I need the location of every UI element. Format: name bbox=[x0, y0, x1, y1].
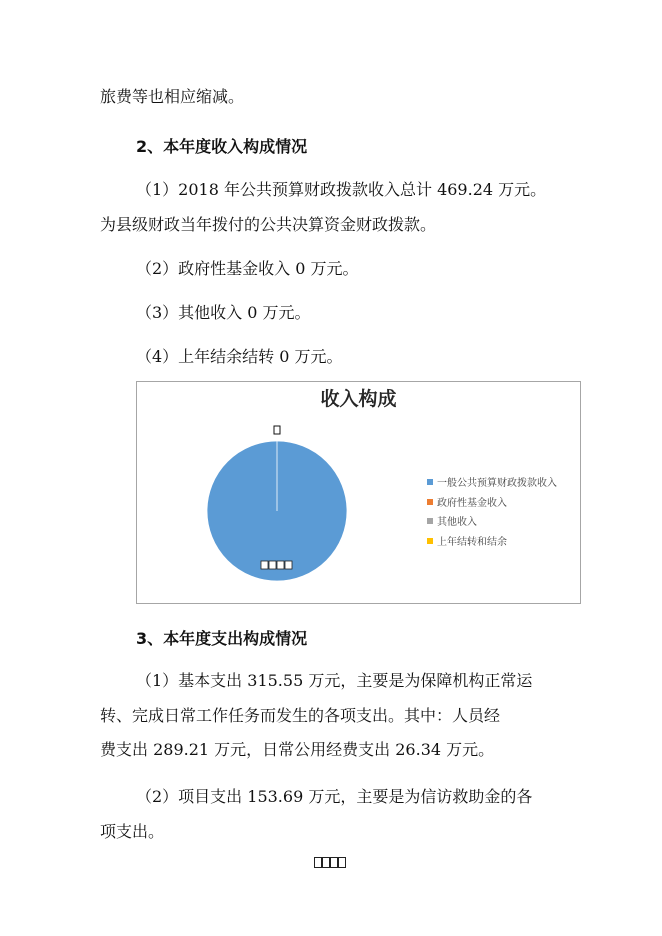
glyph-box bbox=[322, 857, 330, 868]
legend-label: 政府性基金收入 bbox=[437, 497, 507, 509]
expense-item-1-line-a: （1）基本支出 315.55 万元，主要是为保障机构正常运 bbox=[136, 671, 533, 690]
legend-swatch bbox=[427, 538, 433, 544]
legend-item bbox=[427, 474, 557, 494]
main-slice-data-label-glyph bbox=[261, 561, 268, 569]
expense-item-1-line-b: 转、完成日常工作任务而发生的各项支出。其中：人员经 bbox=[100, 706, 501, 725]
main-slice-data-label-glyph bbox=[285, 561, 292, 569]
legend-label: 上年结转和结余 bbox=[437, 536, 507, 548]
expense-item-1-line-c: 费支出 289.21 万元，日常公用经费支出 26.34 万元。 bbox=[100, 740, 495, 759]
income-pie-chart bbox=[136, 381, 581, 604]
legend-swatch bbox=[427, 479, 433, 485]
glyph-box bbox=[314, 857, 322, 868]
page-number-placeholder bbox=[314, 857, 346, 868]
glyph-box bbox=[330, 857, 338, 868]
legend-swatch bbox=[427, 499, 433, 505]
legend-label: 其他收入 bbox=[437, 517, 477, 528]
zero-data-label-marker bbox=[274, 426, 280, 434]
income-item-3: （3）其他收入 0 万元。 bbox=[136, 303, 311, 322]
main-slice-data-label-glyph bbox=[277, 561, 284, 569]
expense-item-2-line-b: 项支出。 bbox=[100, 822, 165, 841]
chart-title: 收入构成 bbox=[320, 388, 397, 410]
expense-item-2-line-a: （2）项目支出 153.69 万元，主要是为信访救助金的各 bbox=[136, 787, 533, 806]
main-slice-data-label-glyph bbox=[269, 561, 276, 569]
section-heading-income: 2、本年度收入构成情况 bbox=[136, 137, 308, 156]
legend-label: 一般公共预算财政拨款收入 bbox=[437, 478, 557, 489]
income-item-1-line-a: （1）2018 年公共预算财政拨款收入总计 469.24 万元。 bbox=[136, 180, 547, 199]
income-item-2: （2）政府性基金收入 0 万元。 bbox=[136, 259, 359, 278]
text-line-1: 旅费等也相应缩减。 bbox=[100, 87, 245, 106]
glyph-box bbox=[338, 857, 346, 868]
chart-legend bbox=[427, 474, 557, 552]
income-item-1-line-b: 为县级财政当年拨付的公共决算资金财政拨款。 bbox=[100, 215, 437, 234]
legend-swatch bbox=[427, 518, 433, 524]
legend-item bbox=[427, 494, 557, 514]
section-heading-expense: 3、本年度支出构成情况 bbox=[136, 629, 308, 648]
legend-item bbox=[427, 533, 557, 553]
income-item-4: （4）上年结余结转 0 万元。 bbox=[136, 347, 343, 366]
legend-item bbox=[427, 513, 557, 533]
